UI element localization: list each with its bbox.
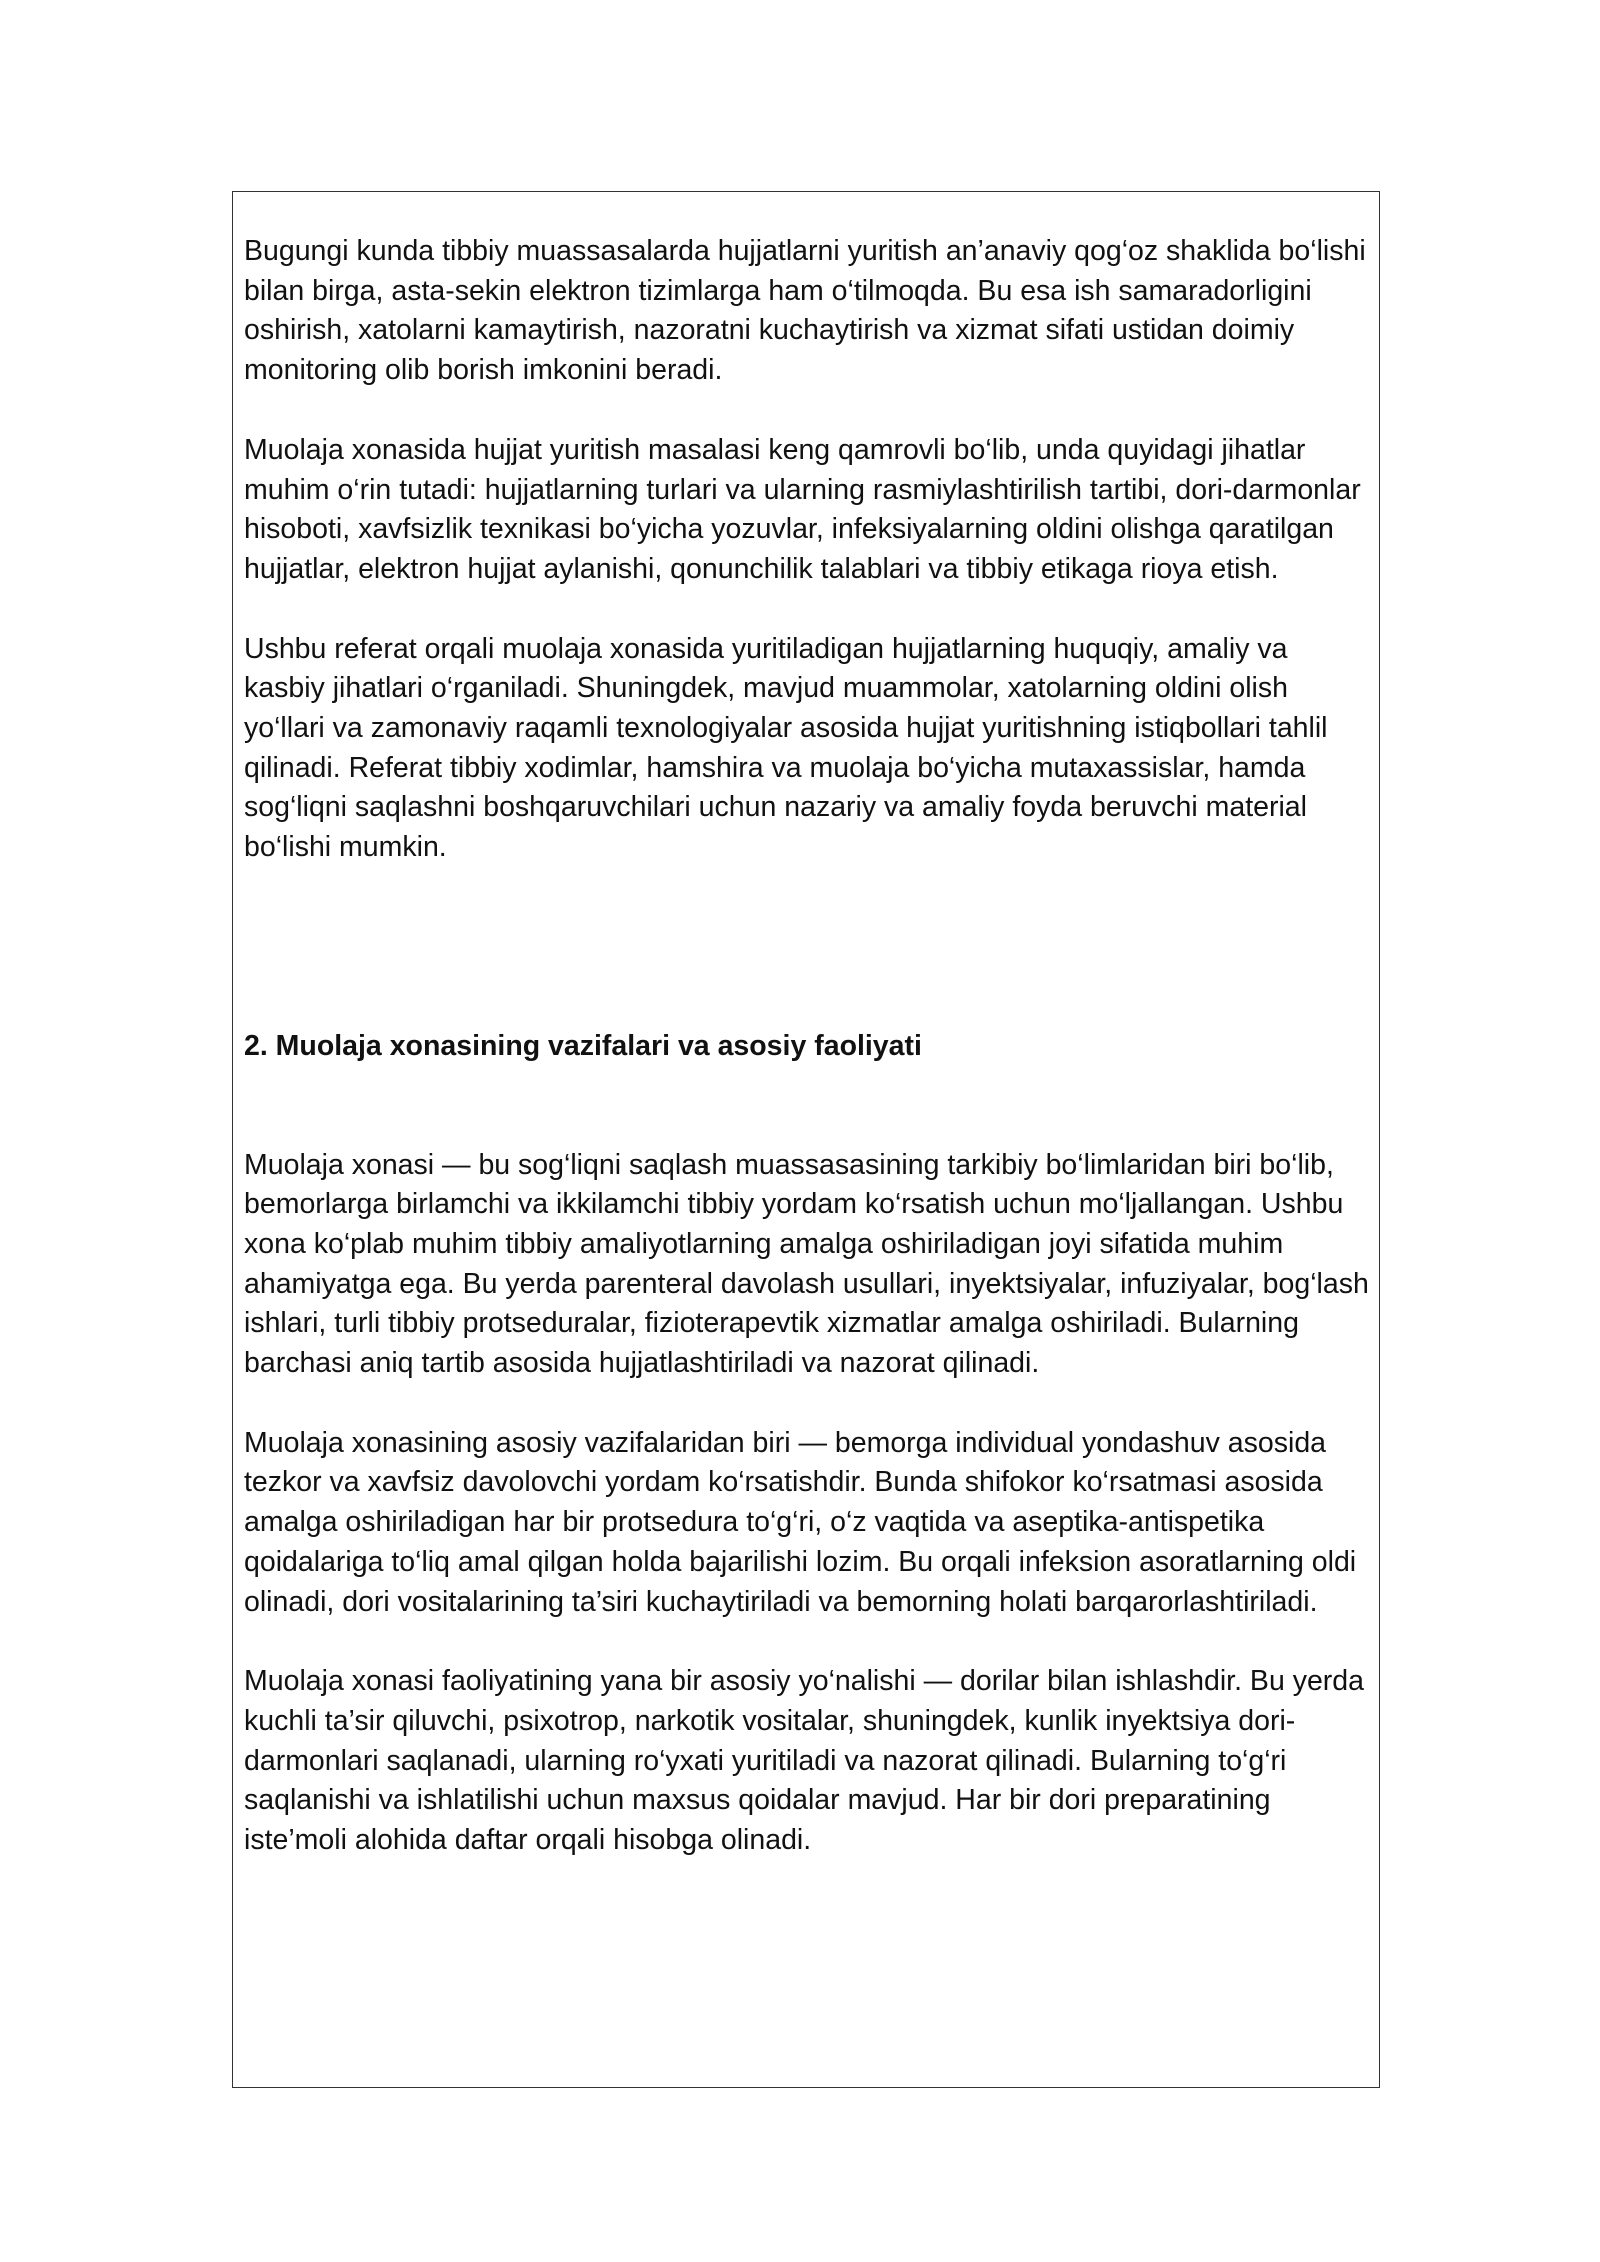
section-heading: 2. Muolaja xonasining vazifalari va asosiy faoliyati [244, 1029, 922, 1062]
paragraph-intro-1: Bugungi kunda tibbiy muassasalarda hujjatlarni yuritish an’anaviy qog‘oz shaklida bo‘lishi bilan birga, asta-sekin elektron tizimlarga ham o‘tilmoqda. Bu esa ish samaradorligini oshirish, xatolarni kamaytirish, nazoratni kuchaytirish va xizmat sifati ustidan doimiy monitoring olib borish imkonini beradi. [244, 235, 1366, 387]
paragraph-section-2: Muolaja xonasining asosiy vazifalaridan biri — bemorga individual yondashuv asosida tezkor va xavfsiz davolovchi yordam ko‘rsatishdir. Bunda shifokor ko‘rsatmasi asosida amalga oshiriladigan har bir protsedura to‘g‘ri, o‘z vaqtida va aseptika-antispetika qoidalariga to‘liq amal qilgan holda bajarilishi lozim. Bu orqali infeksion asoratlarning oldi olinadi, dori vositalarining ta’siri kuchaytiriladi va bemorning holati barqarorlashtiriladi. [244, 1426, 1357, 1618]
paragraph-section-3: Muolaja xonasi faoliyatining yana bir asosiy yo‘nalishi — dorilar bilan ishlashdir. Bu yerda kuchli ta’sir qiluvchi, psixotrop, narkotik vositalar, shuningdek, kunlik inyektsiya dori-darmonlari saqlanadi, ularning ro‘yxati yuritiladi va nazorat qilinadi. Bularning to‘g‘ri saqlanishi va ishlatilishi uchun maxsus qoidalar mavjud. Har bir dori preparatining iste’moli alohida daftar orqali hisobga olinadi. [244, 1665, 1365, 1857]
paragraph-section-1: Muolaja xonasi — bu sog‘liqni saqlash muassasasining tarkibiy bo‘limlaridan biri bo‘lib, bemorlarga birlamchi va ikkilamchi tibbiy yordam ko‘rsatish uchun mo‘ljallangan. Ushbu xona ko‘plab muhim tibbiy amaliyotlarning amalga oshiriladigan joyi sifatida muhim ahamiyatga ega. Bu yerda parenteral davolash usullari, inyektsiyalar, infuziyalar, bog‘lash ishlari, turli tibbiy protseduralar, fizioterapevtik xizmatlar amalga oshiriladi. Bularning barchasi aniq tartib asosida hujjatlashtiriladi va nazorat qilinadi. [244, 1148, 1369, 1380]
paragraph-intro-2: Muolaja xonasida hujjat yuritish masalasi keng qamrovli bo‘lib, unda quyidagi jihatlar muhim o‘rin tutadi: hujjatlarning turlari va ularning rasmiylashtirilish tartibi, dori-darmonlar hisoboti, xavfsizlik texnikasi bo‘yicha yozuvlar, infeksiyalarning oldini olishga qaratilgan hujjatlar, elektron hujjat aylanishi, qonunchilik talablari va tibbiy etikaga rioya etish. [244, 433, 1361, 585]
paragraph-intro-3: Ushbu referat orqali muolaja xonasida yuritiladigan hujjatlarning huquqiy, amaliy va kasbiy jihatlari o‘rganiladi. Shuningdek, mavjud muammolar, xatolarning oldini olish yo‘llari va zamonaviy raqamli texnologiyalar asosida hujjat yuritishning istiqbollari tahlil qilinadi. Referat tibbiy xodimlar, hamshira va muolaja bo‘yicha mutaxassislar, hamda sog‘liqni saqlashni boshqaruvchilari uchun nazariy va amaliy foyda beruvchi material bo‘lishi mumkin. [244, 632, 1328, 864]
document-body [244, 232, 1372, 1861]
